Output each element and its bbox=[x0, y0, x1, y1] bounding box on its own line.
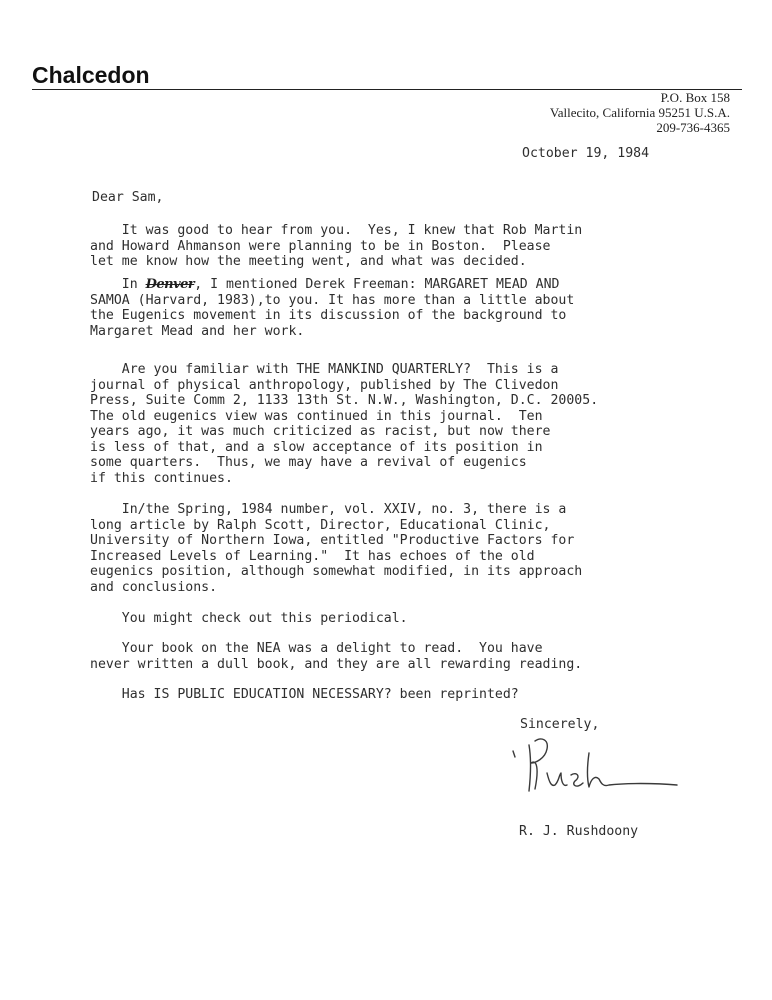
address-phone: 209-736-4365 bbox=[656, 120, 730, 135]
paragraph-2-rest: , I mentioned Derek Freeman: MARGARET MEAD AND SAMOA (Harvard, 1983),to you. It has more than a little about the Eugenics movement in its discussion of the background to Margaret Mead and her work. bbox=[90, 277, 575, 339]
letterhead-address bbox=[550, 90, 730, 135]
paragraph-5: You might check out this periodical. bbox=[90, 611, 408, 626]
paragraph-1: It was good to hear from you. Yes, I knew that Rob Martin and Howard Ahmanson were planning to be in Boston. Please let me know how the meeting went, and what was decided. bbox=[90, 223, 583, 269]
letterhead-organization: Chalcedon bbox=[32, 62, 150, 88]
handwritten-correction: Denver bbox=[145, 277, 195, 292]
paragraph-7: Has IS PUBLIC EDUCATION NECESSARY? been reprinted? bbox=[90, 687, 519, 702]
signature-mark bbox=[505, 733, 685, 803]
address-city: Vallecito, California 95251 U.S.A. bbox=[549, 105, 730, 120]
paragraph-2-lead: In bbox=[90, 277, 146, 292]
paragraph-2 bbox=[90, 277, 690, 339]
paragraph-3: Are you familiar with THE MANKIND QUARTERLY? This is a journal of physical anthropology, published by The Clivedon Press, Suite Comm 2, 1133 13th St. N.W., Washington, D.C. 20005. The old eugenics view was continued in this journal. Ten years ago, it was much criticized as racist, but now there is less of that, and a slow acceptance of its position in some quarters. Thus, we may have a revival of eugenics if this continues. bbox=[90, 362, 599, 486]
letter-signer: R. J. Rushdoony bbox=[519, 824, 639, 839]
letter-salutation: Dear Sam, bbox=[92, 190, 164, 205]
address-po-box: P.O. Box 158 bbox=[660, 90, 730, 105]
letter-date: October 19, 1984 bbox=[522, 146, 650, 161]
letter-closing: Sincerely, bbox=[520, 717, 600, 732]
paragraph-4: In/the Spring, 1984 number, vol. XXIV, no. 3, there is a long article by Ralph Scott, Director, Educational Clinic, University of Northern Iowa, entitled "Productive Factors for Increased Levels of Learning." It has echoes of the old eugenics position, although somewhat modified, in its approach and conclusions. bbox=[90, 502, 583, 595]
paragraph-6: Your book on the NEA was a delight to read. You have never written a dull book, and they are all rewarding reading. bbox=[90, 641, 583, 672]
signature bbox=[505, 733, 685, 803]
